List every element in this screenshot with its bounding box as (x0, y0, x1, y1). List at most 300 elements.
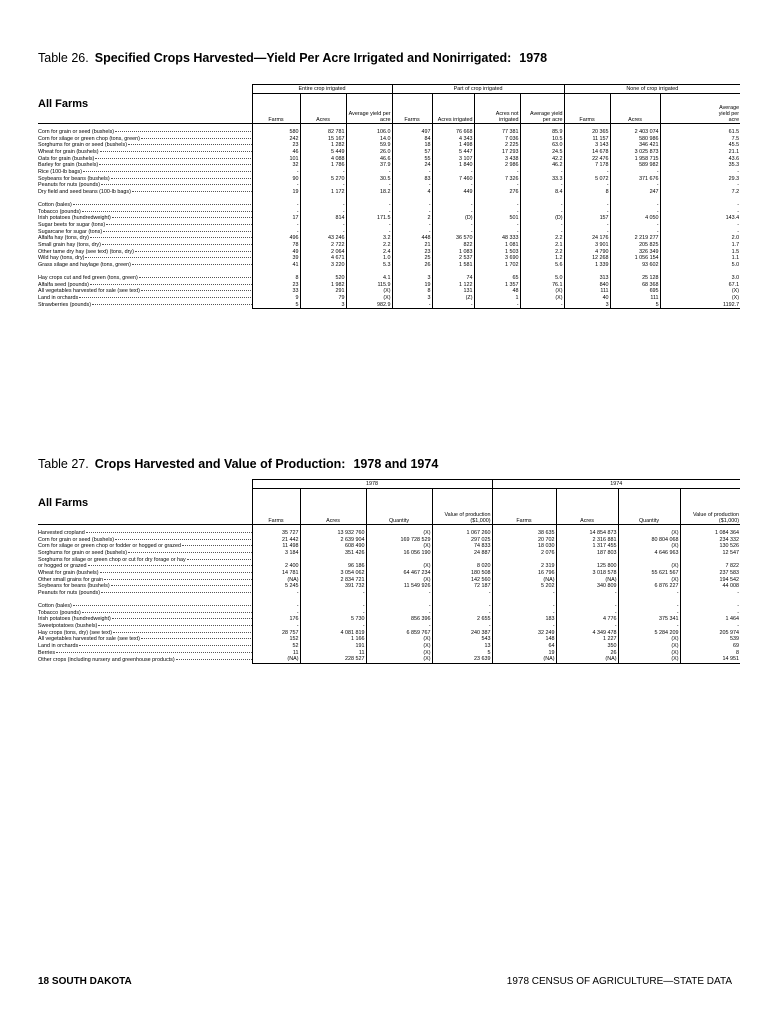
table-cell: 19 (252, 189, 300, 196)
table-cell: - (432, 209, 474, 216)
row-label-text: Tobacco (pounds) (38, 208, 81, 215)
row-label-text: Berries (38, 649, 56, 656)
table-cell: 371 676 (610, 176, 660, 183)
row-label (38, 136, 252, 143)
table-cell: - (680, 623, 740, 630)
table-cell: - (432, 229, 474, 236)
table-27-heading: Crops Harvested and Value of Production: (94, 457, 346, 471)
table-cell: 111 (610, 295, 660, 302)
table-cell: 3 220 (300, 262, 346, 269)
table-cell: 4 790 (564, 249, 610, 256)
table-cell: - (392, 222, 432, 229)
table-cell: 76 668 (432, 124, 474, 136)
table-row (38, 610, 740, 617)
table-cell: 580 (252, 124, 300, 136)
table-row (38, 242, 740, 249)
table-cell: - (520, 229, 564, 236)
leader-dots (85, 257, 252, 258)
table-cell: 608 490 (300, 543, 366, 550)
column-header: Quantity (366, 489, 432, 525)
table-cell: 33 (252, 288, 300, 295)
table-row (38, 636, 740, 643)
row-label (38, 583, 252, 590)
row-label (38, 209, 252, 216)
table-cell: 64 467 234 (366, 570, 432, 577)
table-cell: 18 030 (492, 543, 556, 550)
row-label-text: Dry field and seed beans (100-lb bags) (38, 189, 131, 196)
table-row (38, 202, 740, 209)
table-cell: - (300, 222, 346, 229)
table-cell: 1 339 (564, 262, 610, 269)
table-cell: - (432, 202, 474, 209)
leader-dots (128, 144, 252, 145)
column-header: Farms (392, 94, 432, 124)
table-cell: 64 (492, 643, 556, 650)
group-1978: 1978 (252, 480, 492, 489)
table-cell: - (520, 222, 564, 229)
table-cell: - (610, 229, 660, 236)
table-cell: (X) (366, 656, 432, 663)
table-cell: 157 (564, 215, 610, 222)
table-cell: 4 671 (300, 255, 346, 262)
table-cell: 375 341 (618, 616, 680, 623)
table-27-year: 1978 and 1974 (353, 457, 439, 471)
table-cell: (X) (660, 288, 740, 295)
table-cell: 1 122 (432, 282, 474, 289)
table-cell: 74 833 (432, 543, 492, 550)
table-row (38, 656, 740, 663)
table-cell: - (366, 610, 432, 617)
table-cell: 1.1 (660, 255, 740, 262)
row-label-text: Oats for grain (bushels) (38, 155, 95, 162)
table-cell (300, 557, 366, 564)
table-cell: - (492, 603, 556, 610)
table-26-number: Table 26. (38, 51, 89, 65)
leader-dots (132, 264, 252, 265)
table-cell: 49 (252, 249, 300, 256)
row-label-text: Sorghums for grain or seed (bushels) (38, 549, 127, 556)
table-cell: 16 796 (492, 570, 556, 577)
table-cell: (X) (366, 643, 432, 650)
table-27-title (38, 457, 438, 471)
table-cell: 11 157 (564, 136, 610, 143)
table-cell: - (346, 229, 392, 236)
table-cell: 43.6 (660, 156, 740, 163)
table-cell: 29.3 (660, 176, 740, 183)
leader-dots (141, 638, 252, 639)
table-cell: - (474, 229, 520, 236)
table-row (38, 156, 740, 163)
table-cell: (X) (520, 288, 564, 295)
column-header: Acres (556, 489, 618, 525)
table-cell: 8 (392, 288, 432, 295)
leader-dots (95, 158, 252, 159)
row-label (38, 202, 252, 209)
row-label (38, 149, 252, 156)
table-cell: (Z) (432, 295, 474, 302)
table-cell: - (680, 603, 740, 610)
column-header: Acres (300, 94, 346, 124)
table-cell: 7 326 (474, 176, 520, 183)
row-label-text: Small grain hay (tons, dry) (38, 242, 101, 249)
row-label (38, 222, 252, 229)
table-cell: 48 (474, 288, 520, 295)
table-cell: (NA) (252, 656, 300, 663)
table-cell: 180 508 (432, 570, 492, 577)
table-cell: 1 067 260 (432, 525, 492, 537)
row-label (38, 189, 252, 196)
table-row (38, 162, 740, 169)
table-cell: - (474, 222, 520, 229)
row-label (38, 169, 252, 176)
column-header: Farms (564, 94, 610, 124)
table-cell: 297 025 (432, 537, 492, 544)
table-cell: 82 781 (300, 124, 346, 136)
table-row (38, 563, 740, 570)
row-label (38, 623, 252, 630)
row-label-text: or hogged or grazed (38, 563, 87, 570)
table-cell: 20 702 (492, 537, 556, 544)
table-cell: 8.4 (520, 189, 564, 196)
table-cell: 840 (564, 282, 610, 289)
table-27 (38, 479, 740, 664)
row-label-text: Cotton (bales) (38, 201, 72, 208)
table-cell: 23 (252, 142, 300, 149)
table-cell: 35 727 (252, 525, 300, 537)
table-cell: 101 (252, 156, 300, 163)
table-cell: 3 (300, 302, 346, 309)
table-cell: - (556, 610, 618, 617)
table-cell: 340 809 (556, 583, 618, 590)
row-label (38, 570, 252, 577)
table-cell (432, 557, 492, 564)
table-cell: 131 (432, 288, 474, 295)
table-cell: 148 (492, 636, 556, 643)
table-27-column-header (38, 489, 740, 525)
leader-dots (82, 211, 252, 212)
table-cell: 44 008 (680, 583, 740, 590)
leader-dots (103, 231, 252, 232)
table-cell: 6 876 227 (618, 583, 680, 590)
table-cell: 13 (432, 643, 492, 650)
table-cell: 30.5 (346, 176, 392, 183)
table-cell: 2 986 (474, 162, 520, 169)
table-cell: - (610, 202, 660, 209)
table-cell: 3 690 (474, 255, 520, 262)
table-cell: 39 (252, 255, 300, 262)
table-cell: - (252, 182, 300, 189)
table-row (38, 590, 740, 597)
table-row (38, 550, 740, 557)
table-26-section-label: All Farms (38, 98, 89, 110)
table-cell: 130 526 (680, 543, 740, 550)
column-header: Acres (610, 94, 660, 124)
table-cell: 1 840 (432, 162, 474, 169)
leader-dots (112, 618, 252, 619)
table-cell: - (252, 209, 300, 216)
table-cell: - (392, 169, 432, 176)
table-cell: 8 020 (432, 563, 492, 570)
table-row (38, 577, 740, 584)
table-cell: 1 464 (680, 616, 740, 623)
leader-dots (182, 545, 252, 546)
table-cell: 176 (252, 616, 300, 623)
table-cell: 1 503 (474, 249, 520, 256)
leader-dots (135, 251, 252, 252)
table-cell: 8 (680, 650, 740, 657)
row-label (38, 302, 252, 309)
table-cell: 85.9 (520, 124, 564, 136)
row-label-text: Hay crops (tons, dry) (see text) (38, 629, 112, 636)
table-cell: 3.0 (660, 275, 740, 282)
row-label-text: Soybeans for beans (bushels) (38, 583, 110, 590)
table-cell: 501 (474, 215, 520, 222)
table-cell: 4 081 819 (300, 630, 366, 637)
table-cell: 9 (252, 295, 300, 302)
table-cell: 1 982 (300, 282, 346, 289)
table-cell: 8 (564, 189, 610, 196)
table-cell: 14 854 873 (556, 525, 618, 537)
table-cell: 72 187 (432, 583, 492, 590)
row-label-text: Harvested cropland (38, 529, 85, 536)
table-row (38, 603, 740, 610)
row-label-text: Cotton (bales) (38, 602, 72, 609)
table-cell: (X) (618, 636, 680, 643)
table-cell: - (610, 209, 660, 216)
table-cell: 1 081 (474, 242, 520, 249)
row-label (38, 577, 252, 584)
table-cell: 18.2 (346, 189, 392, 196)
table-cell: - (300, 182, 346, 189)
table-cell: - (680, 610, 740, 617)
row-label (38, 643, 252, 650)
table-cell: - (252, 610, 300, 617)
table-cell: - (432, 182, 474, 189)
table-27-number: Table 27. (38, 457, 89, 471)
row-label (38, 557, 252, 564)
row-label (38, 656, 252, 663)
table-cell: - (564, 222, 610, 229)
table-cell: - (346, 202, 392, 209)
table-row (38, 149, 740, 156)
row-label (38, 124, 252, 136)
leader-dots (73, 605, 252, 606)
table-27-body (38, 525, 740, 664)
row-label (38, 537, 252, 544)
leader-dots (115, 131, 252, 132)
table-cell: 695 (610, 288, 660, 295)
table-cell: - (432, 590, 492, 597)
leader-dots (73, 204, 252, 205)
table-cell: 2 225 (474, 142, 520, 149)
table-cell: 24.5 (520, 149, 564, 156)
row-label-text: Irish potatoes (hundredweight) (38, 215, 111, 222)
row-label (38, 262, 252, 269)
table-cell: 46.6 (346, 156, 392, 163)
table-cell: - (520, 209, 564, 216)
table-cell: 205 825 (610, 242, 660, 249)
table-cell: 5 (432, 650, 492, 657)
table-cell: - (252, 590, 300, 597)
table-cell: (X) (346, 295, 392, 302)
row-label-text: Soybeans for beans (bushels) (38, 175, 110, 182)
row-label (38, 525, 252, 537)
table-row (38, 623, 740, 630)
table-cell: 2 400 (252, 563, 300, 570)
table-cell: - (392, 209, 432, 216)
table-cell: 205 974 (680, 630, 740, 637)
table-cell: 13 932 760 (300, 525, 366, 537)
table-cell: - (300, 590, 366, 597)
row-label (38, 543, 252, 550)
table-cell: - (618, 590, 680, 597)
table-cell: 4 343 (432, 136, 474, 143)
table-row (38, 295, 740, 302)
table-row (38, 124, 740, 136)
table-cell: 291 (300, 288, 346, 295)
table-cell: 5 449 (300, 149, 346, 156)
table-cell: (NA) (492, 577, 556, 584)
table-cell: 11 498 (252, 543, 300, 550)
table-cell: - (660, 202, 740, 209)
row-label-text: Sugar beets for sugar (tons) (38, 221, 106, 228)
row-label (38, 550, 252, 557)
table-cell: 4.1 (346, 275, 392, 282)
table-cell: 4 646 963 (618, 550, 680, 557)
table-cell: 4 050 (610, 215, 660, 222)
table-cell: 3 184 (252, 550, 300, 557)
table-cell: 25 (392, 255, 432, 262)
table-cell (252, 557, 300, 564)
table-cell: 350 (556, 643, 618, 650)
table-cell: (X) (366, 563, 432, 570)
table-cell: 32 (252, 162, 300, 169)
table-cell: 1 958 715 (610, 156, 660, 163)
table-cell: - (564, 169, 610, 176)
row-label-text: Wheat for grain (bushels) (38, 148, 99, 155)
table-cell: - (346, 222, 392, 229)
table-row (38, 583, 740, 590)
table-cell: 2 319 (492, 563, 556, 570)
table-cell: (X) (618, 543, 680, 550)
table-cell: 18 (392, 142, 432, 149)
table-cell: 22 476 (564, 156, 610, 163)
table-row (38, 616, 740, 623)
column-header: Quantity (618, 489, 680, 525)
table-cell: 3 025 873 (610, 149, 660, 156)
table-cell: 93 602 (610, 262, 660, 269)
table-row (38, 142, 740, 149)
table-cell: 23 (252, 282, 300, 289)
table-cell: (NA) (556, 577, 618, 584)
table-cell: 14 781 (252, 570, 300, 577)
table-cell: 12 547 (680, 550, 740, 557)
table-cell: 11 (300, 650, 366, 657)
table-cell: - (474, 169, 520, 176)
row-label-text: Corn for silage or green chop or fodder or hogged or grazed (38, 543, 181, 550)
table-cell: 1.7 (660, 242, 740, 249)
table-cell: 7.2 (660, 189, 740, 196)
row-label-text: Other tame dry hay (see text) (tons, dry) (38, 248, 134, 255)
table-cell: 2 316 881 (556, 537, 618, 544)
row-label-text: Land in orchards (38, 643, 79, 650)
leader-dots (100, 151, 252, 152)
table-cell: 7 460 (432, 176, 474, 183)
row-label-text: Wild hay (tons, dry) (38, 255, 85, 262)
table-cell: 497 (392, 124, 432, 136)
table-cell: - (300, 169, 346, 176)
table-cell: 543 (432, 636, 492, 643)
footer-page-state: 18 SOUTH DAKOTA (38, 976, 132, 987)
table-cell: 3 018 578 (556, 570, 618, 577)
table-26-body (38, 124, 740, 309)
table-cell: 23 (392, 249, 432, 256)
row-label-text: Other small grains for grain (38, 576, 104, 583)
table-cell: 449 (432, 189, 474, 196)
table-cell: 1 357 (474, 282, 520, 289)
row-label (38, 610, 252, 617)
table-cell: 4 776 (556, 616, 618, 623)
table-cell: 1.5 (660, 249, 740, 256)
table-cell: - (564, 209, 610, 216)
table-cell: 2 834 721 (300, 577, 366, 584)
table-26-heading: Specified Crops Harvested—Yield Per Acre Irrigated and Nonirrigated: (94, 51, 512, 65)
table-cell: 2 655 (432, 616, 492, 623)
row-label (38, 288, 252, 295)
table-cell: 14 678 (564, 149, 610, 156)
table-cell (366, 557, 432, 564)
table-cell: - (520, 182, 564, 189)
table-cell: - (432, 610, 492, 617)
leader-dots (88, 565, 252, 566)
table-cell: 448 (392, 235, 432, 242)
table-cell: 79 (300, 295, 346, 302)
table-cell: 5 202 (492, 583, 556, 590)
table-cell: 21.1 (660, 149, 740, 156)
table-cell: (X) (346, 288, 392, 295)
row-label-text: Sorghums for grain or seed (bushels) (38, 142, 127, 149)
leader-dots (98, 625, 252, 626)
table-26-group-header (38, 85, 740, 94)
table-cell: 32 249 (492, 630, 556, 637)
table-cell: 63.0 (520, 142, 564, 149)
table-cell: 45.5 (660, 142, 740, 149)
table-cell: 19 (492, 650, 556, 657)
leader-dots (99, 164, 252, 165)
leader-dots (56, 652, 252, 653)
table-27-section-label: All Farms (38, 497, 89, 509)
table-cell: (NA) (252, 577, 300, 584)
table-cell: 1 (474, 295, 520, 302)
table-cell: 68 368 (610, 282, 660, 289)
table-cell: - (252, 603, 300, 610)
table-cell: - (660, 169, 740, 176)
table-cell: - (520, 169, 564, 176)
table-26-column-header (38, 94, 740, 124)
table-cell: 1 083 (432, 249, 474, 256)
table-cell: 83 (392, 176, 432, 183)
table-cell: 191 (300, 643, 366, 650)
table-cell: 14 951 (680, 656, 740, 663)
table-cell: - (618, 603, 680, 610)
row-label (38, 255, 252, 262)
column-header: Value of production ($1,000) (432, 489, 492, 525)
table-cell: - (300, 202, 346, 209)
row-label (38, 636, 252, 643)
table-cell: 7 036 (474, 136, 520, 143)
leader-dots (113, 632, 252, 633)
leader-dots (139, 277, 252, 278)
